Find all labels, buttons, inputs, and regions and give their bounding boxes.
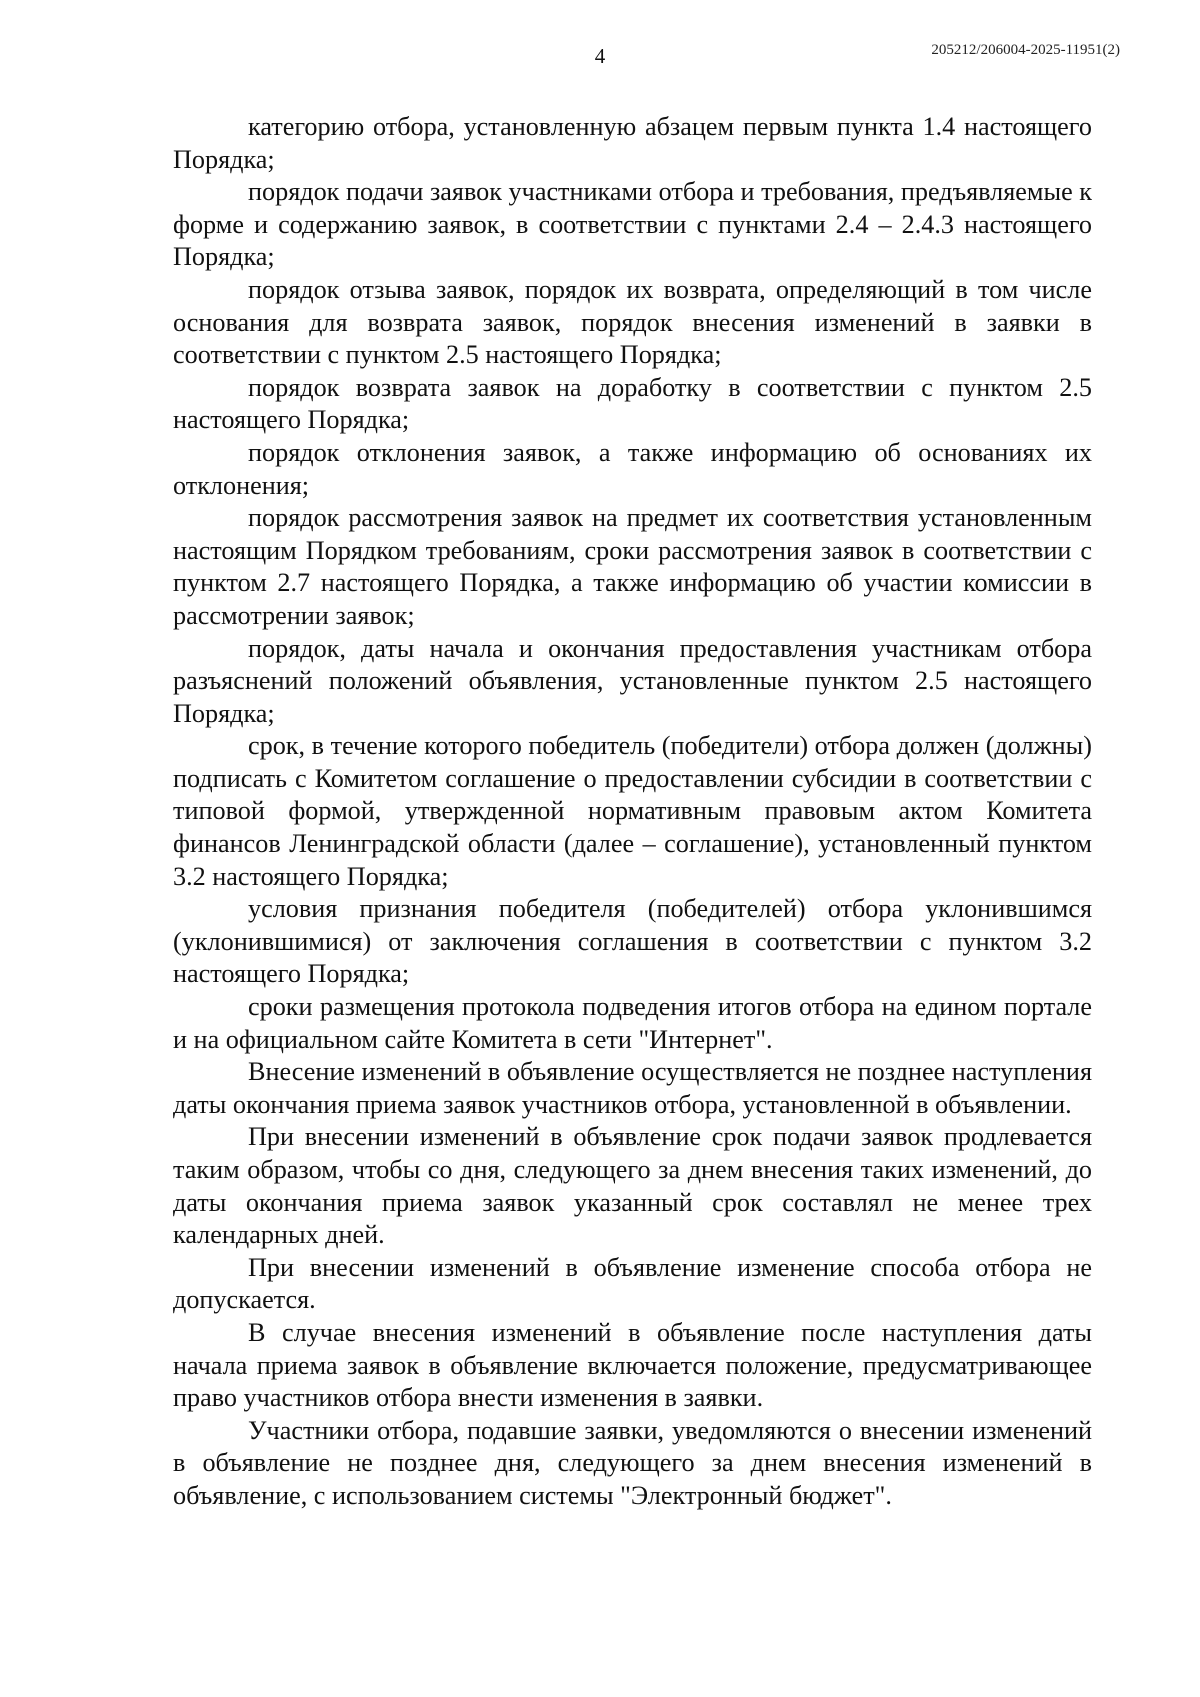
page-number: 4 <box>594 44 606 68</box>
paragraph-selection-category: категорию отбора, установленную абзацем первым пункта 1.4 настоящего Порядка; <box>173 112 1092 174</box>
paragraph-clarifications: порядок, даты начала и окончания предоставления участникам отбора разъяснений положений объявления, установленные пунктом 2.5 настоящего Порядка; <box>173 633 1092 728</box>
paragraph-rejection-procedure: порядок отклонения заявок, а также информацию об основаниях их отклонения; <box>173 437 1092 500</box>
paragraph-agreement-deadline: срок, в течение которого победитель (победители) отбора должен (должны) подписать с Комитетом соглашение о предоставлении субсидии в соответствии с типовой формой, утвержденной нормативным правовым актом Комитета финансов Ленинградской области (далее – соглашение), установленный пунктом 3.2 настоящего Порядка; <box>173 731 1092 891</box>
paragraph-review-procedure: порядок рассмотрения заявок на предмет их соответствия установленным настоящим Порядком требованиям, сроки рассмотрения заявок в соответствии с пунктом 2.7 настоящего Порядка, а также информацию об участии комиссии в рассмотрении заявок; <box>173 503 1092 630</box>
document-code: 205212/206004-2025-11951(2) <box>931 42 1120 58</box>
paragraph-participant-notification: Участники отбора, подавшие заявки, уведомляются о внесении изменений в объявление не позднее дня, следующего за днем внесения изменений в объявление, с использованием системы "Электронный бюджет". <box>173 1415 1092 1510</box>
paragraph-deadline-extension: При внесении изменений в объявление срок подачи заявок продлевается таким образом, чтобы со дня, следующего за днем внесения таких изменений, до даты окончания приема заявок указанный срок составлял не менее трех календарных дней. <box>173 1122 1092 1250</box>
paragraph-protocol-publication: сроки размещения протокола подведения итогов отбора на едином портале и на официальном сайте Комитета в сети "Интернет". <box>173 992 1092 1054</box>
document-body <box>173 111 1092 1513</box>
paragraph-withdrawal-procedure: порядок отзыва заявок, порядок их возврата, определяющий в том числе основания для возврата заявок, порядок внесения изменений в заявки в соответствии с пунктом 2.5 настоящего Порядка; <box>173 274 1092 370</box>
paragraph-return-for-revision: порядок возврата заявок на доработку в соответствии с пунктом 2.5 настоящего Порядка; <box>173 372 1092 435</box>
paragraph-method-change-prohibited: При внесении изменений в объявление изменение способа отбора не допускается. <box>173 1252 1092 1315</box>
paragraph-application-procedure: порядок подачи заявок участниками отбора и требования, предъявляемые к форме и содержанию заявок, в соответствии с пунктами 2.4 – 2.4.3 настоящего Порядка; <box>173 177 1092 272</box>
paragraph-amendment-deadline: Внесение изменений в объявление осуществляется не позднее наступления даты окончания приема заявок участников отбора, установленной в объявлении. <box>173 1057 1092 1119</box>
paragraph-evasion-conditions: условия признания победителя (победителей) отбора уклонившимся (уклонившимися) от заключения соглашения в соответствии с пунктом 3.2 настоящего Порядка; <box>173 894 1092 989</box>
paragraph-amendment-rights: В случае внесения изменений в объявление после наступления даты начала приема заявок в объявление включается положение, предусматривающее право участников отбора внести изменения в заявки. <box>173 1317 1092 1413</box>
